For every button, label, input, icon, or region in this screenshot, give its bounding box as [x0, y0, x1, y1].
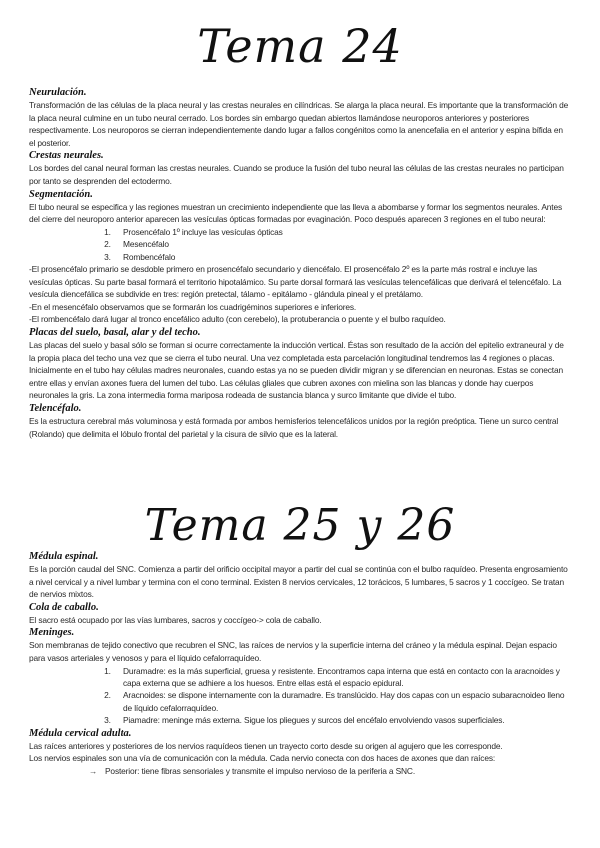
list-item: 2. Aracnoides: se dispone internamente con la duramadre. Es translúcido. Hay dos capas con un espacio subaracnoideo lleno de líquido cefalorraquídeo.: [113, 689, 569, 714]
bullet-text: Posterior: tiene fibras sensoriales y transmite el impulso nervioso de la periferia a SNC.: [105, 765, 416, 776]
list-item: 1. Prosencéfalo 1º incluye las vesículas ópticas: [113, 226, 569, 238]
cola-text: El sacro está ocupado por las vías lumbares, sacros y coccígeo-> cola de caballo.: [29, 614, 322, 625]
crestas-text: Los bordes del canal neural forman las crestas neurales. Cuando se produce la fusión del tubo neural las células de las crestas neurales no participan por tanto se desprenden del ectodermo.: [29, 163, 564, 186]
neurulacion-text: Transformación de las células de la placa neural y las crestas neurales en cilíndricas. Se alarga la placa neural. Es importante que la transformación de la placa neural culmine en un tubo neural cerrado. Los bordes sin embargo quedan abiertos llamándose neuroporos anteriores y posteriores respectivamente. Los neuroporos se cierran independientemente dando lugar a fallos congénitos como la anencefalia en el anterior y espina bífida en el posterior.: [29, 100, 569, 148]
placas-heading: Placas del suelo, basal, alar y del techo.: [29, 326, 201, 338]
crestas-heading: Crestas neurales.: [29, 150, 104, 162]
list-item: 3. Piamadre: meninge más externa. Sigue los pliegues y surcos del encéfalo envolviendo vasos superficiales.: [113, 714, 569, 726]
list-item: 3. Rombencéfalo: [113, 251, 569, 263]
segmentacion-list: [29, 226, 569, 263]
medula-text: Es la porción caudal del SNC. Comienza a partir del orificio occipital mayor a partir del cual se continúa con el bulbo raquídeo. Presenta engrosamiento a nivel cervical y a nivel lumbar y termina con el cono terminal. Existen 8 nervios cervicales, 12 torácicos, 5 lumbares, 5 sacros y 1 coccígeo. Se tratan de nervios mixtos.: [29, 564, 568, 600]
placas-paragraph: Las placas del suelo y basal sólo se forman si ocurre correctamente la inducción vertical. Éstas son resultado de la acción del epitelio extraneural y de la propia placa del techo una vez que se cierra el tubo neural. Una vez completada esta parcelación longitudinal tendremos las 4 regiones o placas.: [29, 339, 564, 363]
neurulacion-heading: Neurulación.: [29, 87, 87, 98]
list-item: 2. Mesencéfalo: [113, 238, 569, 250]
medula-heading: Médula espinal.: [29, 551, 99, 562]
telencefalo-heading: Telencéfalo.: [29, 402, 82, 414]
segmentacion-heading: Segmentación.: [29, 188, 93, 200]
medula-cervical-paragraph: Los nervios espinales son una vía de comunicación con la médula. Cada nervio conecta con dos haces de axones que dan raíces:: [29, 753, 496, 764]
meninges-heading: Meninges.: [29, 627, 75, 639]
telencefalo-text: Es la estructura cerebral más voluminosa y está formada por ambos hemisferios telencefálicos unidos por la región preóptica. Tiene un surco central (Rolando) que delimita el lóbulo frontal del parietal y la cisura de silvio que es la lateral.: [29, 415, 559, 439]
tema-25-section: [29, 550, 569, 777]
list-item: 1. Duramadre: es la más superficial, gruesa y resistente. Encontramos capa interna que está en contacto con la aracnoides y capa externa que se adhiere a los huesos. Entre ellas está el espacio epidural.: [113, 665, 569, 690]
segmentacion-paragraph: -En el mesencéfalo observamos que se formarán los cuadrigéminos superiores e inferiores.: [29, 301, 357, 312]
segmentacion-paragraph: -El prosencéfalo primario se desdoble primero en prosencéfalo secundario y diencéfalo. El prosencéfalo 2º es la parte más rostral e incluye las vesículas ópticas. Su parte basal formará el territorio hipotalámico. Su parte dorsal formará las vesículas telencefálicas que derivará el telencéfalo. La vesícula diencefálica se subdivide en tres: región pretectal, tálamo - epitálamo - glándula pineal y el pretálamo.: [29, 263, 562, 300]
list-item: [89, 765, 569, 778]
meninges-list: [29, 665, 569, 727]
segmentacion-intro: El tubo neural se especifica y las regiones muestran un crecimiento independiente que las lleva a abombarse y formar los segmentos neurales. Antes del cierre del neuroporo anterior aparecen las vesículas ópticas formadas por evaginación. Poco después aparecen 3 regiones en el tubo neural:: [29, 201, 563, 225]
medula-cervical-paragraph: Las raíces anteriores y posteriores de los nervios raquídeos tienen un trayecto corto desde su origen al agujero que les corresponde.: [29, 740, 503, 751]
cola-heading: Cola de caballo.: [29, 601, 99, 613]
medula-cervical-heading: Médula cervical adulta.: [29, 727, 132, 739]
tema-24-title: Tema 24: [197, 19, 403, 73]
tema-25-title: Tema 25 y 26: [144, 500, 456, 551]
medula-cervical-bullets: [29, 765, 569, 778]
meninges-intro: Son membranas de tejido conectivo que recubren el SNC, las raíces de nervios y la superficie interna del cráneo y la médula espinal. Dejan espacio para vasos arteriales y venosos y para el líquido cefalorraquídeo.: [29, 640, 557, 663]
placas-paragraph: Inicialmente en el tubo hay células madres neuronales, cuando estas ya no se pueden dividir migran y se diferencian en neuronas. Estas se conectan entre ellas y envían axones fuera del lumen del tubo. Las células gliales que cubren axones con mielina son las blancas y donde hay cuerpos neuronales la gris. La zona intermedia forma mariposa rodeada de sustancia blanca y surco limitante que divide el tubo.: [29, 365, 563, 401]
arrow-right-icon: →: [89, 765, 98, 776]
tema-24-section: [29, 86, 569, 440]
segmentacion-paragraph: -El rombencéfalo dará lugar al tronco encefálico adulto (con cerebelo), la protuberancia o puente y el bulbo raquídeo.: [29, 314, 446, 325]
